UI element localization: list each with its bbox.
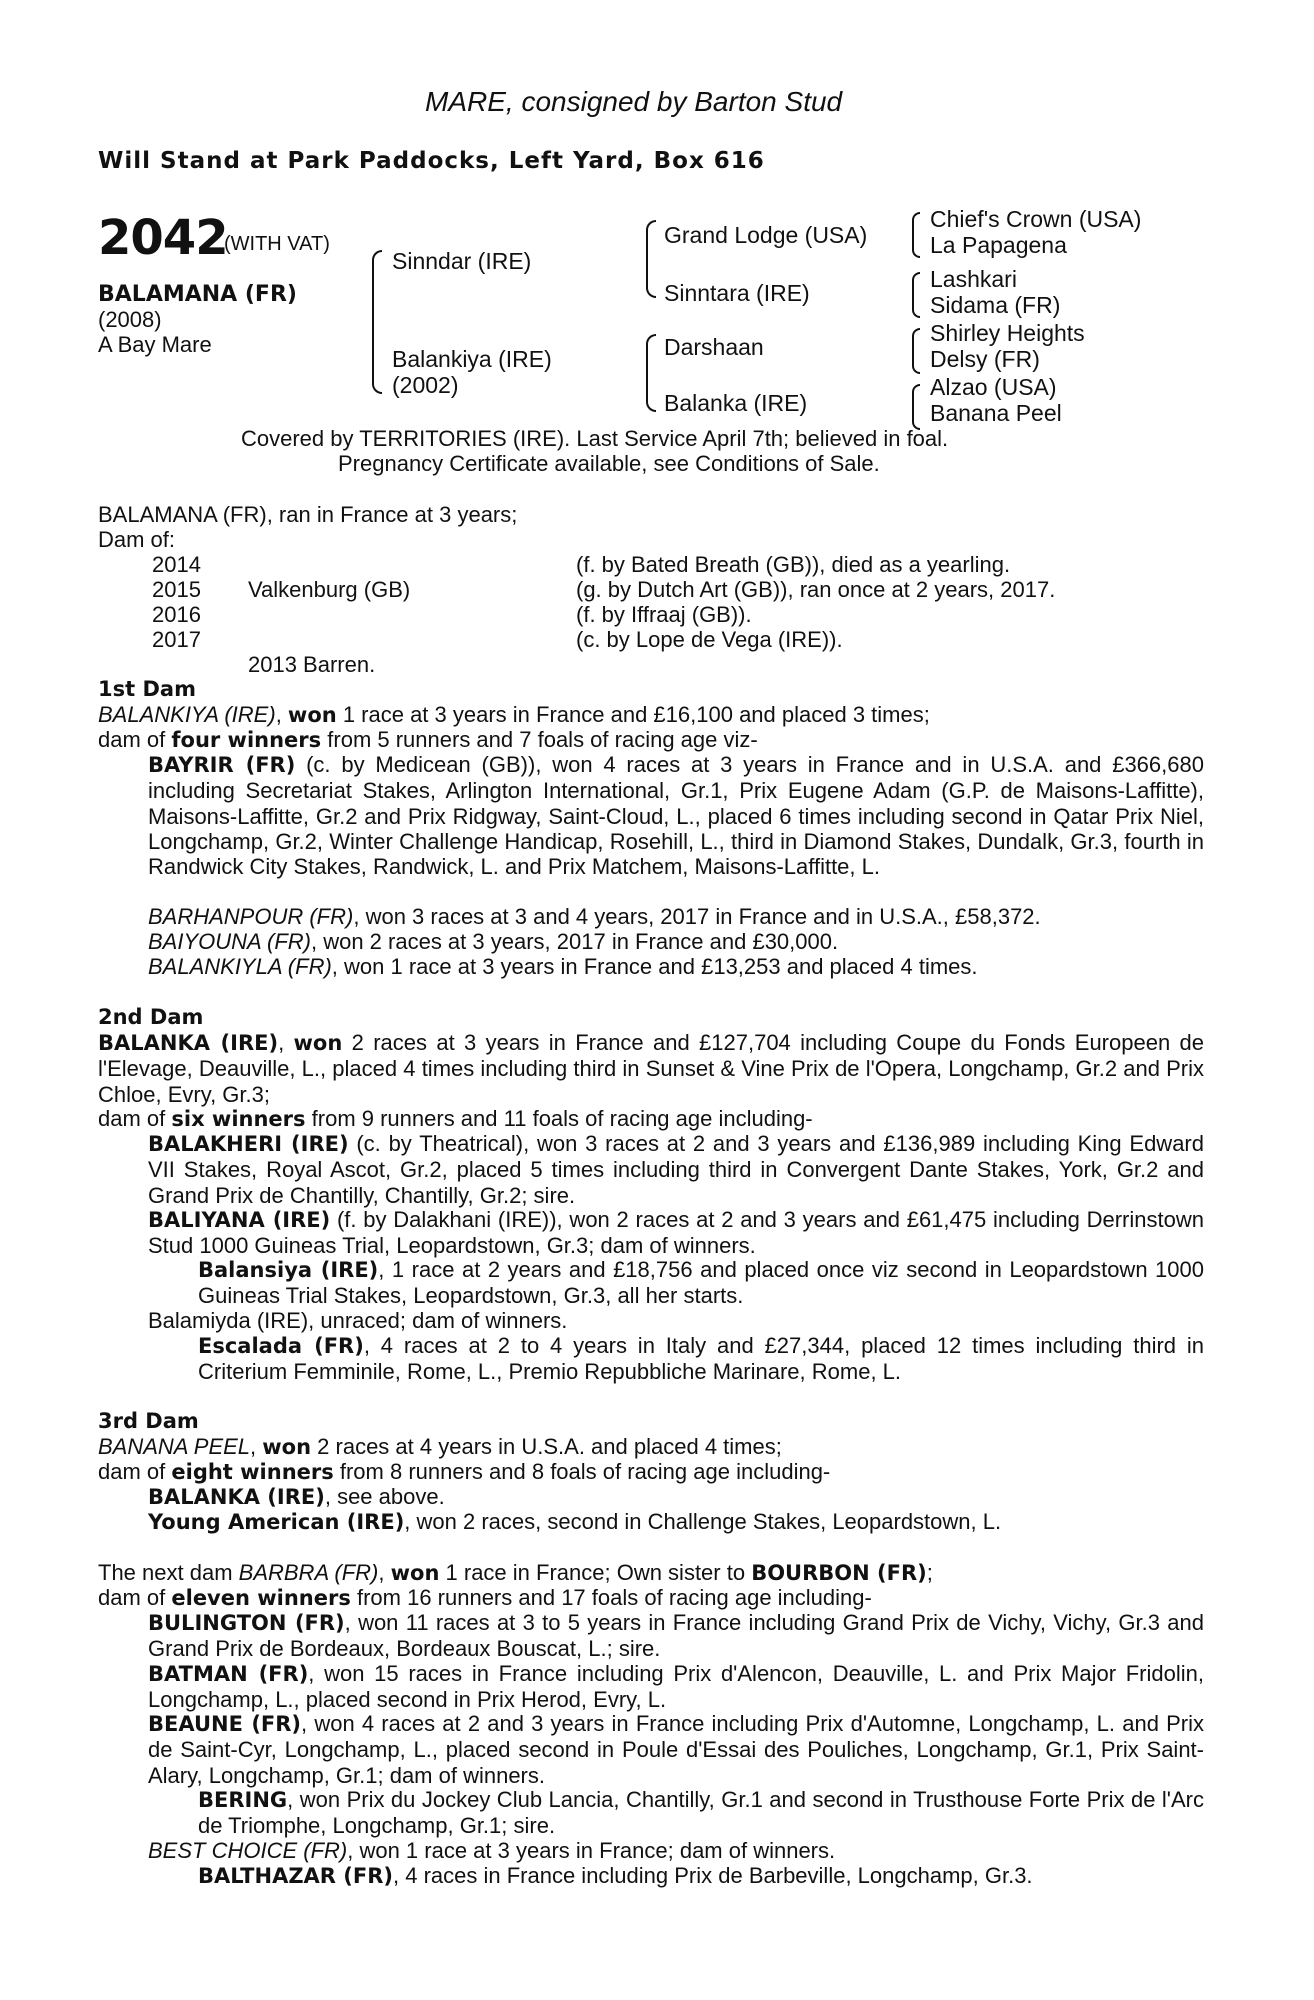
vat-label: (WITH VAT) — [224, 233, 330, 255]
batman-entry — [148, 1661, 1204, 1713]
pedigree-brace-3c — [912, 328, 920, 374]
pedigree-dsd: Delsy (FR) — [930, 346, 1040, 372]
winners-count: eleven winners — [171, 1586, 351, 1610]
pedigree-dam-dam: Balanka (IRE) — [664, 390, 808, 416]
second-dam-heading: 2nd Dam — [98, 1005, 204, 1029]
third-dam-text: 2 races at 4 years in U.S.A. and placed 4 times; — [311, 1434, 782, 1459]
balthazar-entry — [198, 1863, 1033, 1889]
pedigree-brace-sire — [646, 220, 656, 298]
pedigree-ssd: La Papagena — [930, 232, 1067, 258]
next-dam-produce-line — [98, 1585, 872, 1611]
young-american-entry — [148, 1509, 1001, 1535]
bering-text: , won Prix du Jockey Club Lancia, Chantilly, Gr.1 and second in Trusthouse Forte Prix de l'Arc de Triomphe, Longchamp, Gr.1; sire. — [198, 1787, 1204, 1839]
baliyana-entry — [148, 1207, 1204, 1259]
dam-of-prefix: dam of — [98, 1106, 172, 1131]
dam-of-suffix: from 16 runners and 17 foals of racing age including- — [350, 1585, 872, 1610]
balankiyla-text: , won 1 race at 3 years in France and £13,253 and placed 4 times. — [331, 954, 978, 979]
second-dam-text: 2 races at 3 years in France and £127,704 including Coupe du Fonds Europeen de l'Elevage, Deauville, L., placed 4 times including third in Sunset & Vine Prix de l'Opera, Longchamp, Gr.2 and Prix Chloe, Evry, Gr.3; — [98, 1030, 1204, 1107]
dam-of-suffix: from 9 runners and 11 foals of racing age including- — [305, 1106, 813, 1131]
best-choice-entry — [148, 1838, 835, 1863]
produce-year: 2014 — [152, 552, 201, 577]
beaune-name: BEAUNE (FR) — [148, 1712, 302, 1736]
winners-count: six winners — [171, 1107, 306, 1131]
bering-entry — [198, 1787, 1204, 1839]
stand-location: Will Stand at Park Paddocks, Left Yard, Box 616 — [98, 148, 765, 174]
dam-of-prefix: dam of — [98, 727, 172, 752]
batman-text: , won 15 races in France including Prix d'Alencon, Deauville, L. and Prix Major Fridolin, Longchamp, L., placed second in Prix Herod, Evry, L. — [148, 1661, 1204, 1713]
own-sister-name: BOURBON (FR) — [751, 1561, 927, 1585]
baiyouna-name: BAIYOUNA (FR) — [148, 929, 311, 954]
produce-detail: (g. by Dutch Art (GB)), ran once at 2 years, 2017. — [576, 577, 1056, 602]
pedigree-sire-sire: Grand Lodge (USA) — [664, 222, 868, 248]
escalada-text: , 4 races at 2 to 4 years in Italy and £27,344, placed 12 times including third in Criterium Femminile, Rome, L., Premio Repubbliche Marinare, Rome, L. — [198, 1333, 1204, 1385]
balamiyda-entry: Balamiyda (IRE), unraced; dam of winners. — [148, 1308, 568, 1333]
beaune-text: , won 4 races at 2 and 3 years in France including Prix d'Automne, Longchamp, L. and Prix de Saint-Cyr, Longchamp, L., placed second in Poule d'Essai des Pouliches, Longchamp, Gr.1, Prix Saint-Alary, Longchamp, Gr.1; dam of winners. — [148, 1711, 1204, 1788]
won-label: won — [390, 1561, 440, 1585]
batman-name: BATMAN (FR) — [148, 1662, 309, 1686]
next-dam-end: ; — [926, 1560, 933, 1585]
bayrir-text: (c. by Medicean (GB)), won 4 races at 3 years in France and in U.S.A. and £366,680 including Secretariat Stakes, Arlington International, Gr.1, Prix Eugene Adam (G.P. de Maisons-Laffitte), Maisons-Laffitte, Gr.2 and Prix Ridgway, Saint-Cloud, L., placed 6 times including second in Qatar Prix Niel, Longchamp, Gr.2, Winter Challenge Handicap, Rosehill, L., third in Diamond Stakes, Dundalk, Gr.3, fourth in Randwick City Stakes, Randwick, L. and Prix Matchem, Maisons-Laffitte, L. — [148, 752, 1204, 880]
third-dam-produce-line — [98, 1459, 830, 1485]
beaune-entry — [148, 1711, 1204, 1788]
record-intro: BALAMANA (FR), ran in France at 3 years; — [98, 502, 518, 527]
pedigree-sire-dam: Sinntara (IRE) — [664, 280, 810, 306]
dam-of-label: Dam of: — [98, 527, 176, 552]
balakheri-entry — [148, 1131, 1204, 1208]
balakheri-name: BALAKHERI (IRE) — [148, 1132, 349, 1156]
pedigree-sdd: Sidama (FR) — [930, 292, 1061, 318]
won-label: won — [287, 703, 337, 727]
barhanpour-entry — [148, 904, 1041, 929]
next-dam-text: 1 race in France; Own sister to — [439, 1560, 752, 1585]
barren-note: 2013 Barren. — [248, 652, 376, 677]
third-dam-name: BANANA PEEL — [98, 1434, 251, 1459]
pedigree-sss: Chief's Crown (USA) — [930, 206, 1142, 232]
first-dam-line: BALANKIYA (IRE), won 1 race at 3 years in France and £16,100 and placed 3 times; — [98, 702, 930, 727]
horse-year: (2008) — [98, 307, 162, 332]
balansiya-name: Balansiya (IRE) — [198, 1258, 379, 1282]
bayrir-name: BAYRIR (FR) — [148, 753, 296, 777]
dam-of-prefix: dam of — [98, 1585, 172, 1610]
first-dam-heading: 1st Dam — [98, 677, 196, 701]
winners-count: eight winners — [171, 1460, 334, 1484]
baliyana-text: (f. by Dalakhani (IRE)), won 2 races at 2 and 3 years and £61,475 including Derrinstown Stud 1000 Guineas Trial, Leopardstown, Gr.3; dam of winners. — [148, 1207, 1204, 1259]
third-dam-line: BANANA PEEL, won 2 races at 4 years in U.S.A. and placed 4 times; — [98, 1434, 782, 1459]
pedigree-brace-3b — [912, 272, 920, 318]
bulington-entry — [148, 1610, 1204, 1662]
balakheri-text: (c. by Theatrical), won 3 races at 2 and 3 years and £136,989 including King Edward VII Stakes, Royal Ascot, Gr.2, placed 5 times including third in Convergent Dante Stakes, York, Gr.2 and Grand Prix de Chantilly, Chantilly, Gr.2; sire. — [148, 1131, 1204, 1208]
escalada-name: Escalada (FR) — [198, 1334, 364, 1358]
pedigree-dam: Balankiya (IRE) — [392, 346, 552, 372]
balthazar-name: BALTHAZAR (FR) — [198, 1864, 393, 1888]
pedigree-brace-3d — [912, 384, 920, 430]
pedigree-sire: Sinndar (IRE) — [392, 248, 532, 274]
page-title: MARE, consigned by Barton Stud — [425, 86, 843, 117]
next-dam-name: BARBRA (FR) — [238, 1560, 379, 1585]
second-dam-produce-line — [98, 1106, 813, 1132]
pedigree-brace-3a — [912, 212, 920, 258]
escalada-entry — [198, 1333, 1204, 1385]
covered-line: Covered by TERRITORIES (IRE). Last Service April 7th; believed in foal. — [241, 426, 949, 451]
balthazar-text: , 4 races in France including Prix de Barbeville, Longchamp, Gr.3. — [393, 1863, 1033, 1888]
balanka-text: , see above. — [324, 1484, 445, 1509]
pedigree-sds: Lashkari — [930, 266, 1017, 292]
horse-description: A Bay Mare — [98, 332, 212, 357]
produce-year: 2017 — [152, 627, 201, 652]
barhanpour-name: BARHANPOUR (FR) — [148, 904, 354, 929]
produce-year: 2016 — [152, 602, 201, 627]
baiyouna-entry — [148, 929, 838, 954]
bulington-name: BULINGTON (FR) — [148, 1611, 345, 1635]
produce-name: Valkenburg (GB) — [248, 577, 411, 602]
second-dam-name: BALANKA (IRE) — [98, 1031, 279, 1055]
pedigree-dss: Shirley Heights — [930, 320, 1085, 346]
dam-of-prefix: dam of — [98, 1459, 172, 1484]
first-dam-text: 1 race at 3 years in France and £16,100 and placed 3 times; — [336, 702, 930, 727]
balanka-name: BALANKA (IRE) — [148, 1485, 325, 1509]
dam-of-suffix: from 5 runners and 7 foals of racing age viz- — [321, 727, 758, 752]
pregnancy-line: Pregnancy Certificate available, see Conditions of Sale. — [338, 451, 880, 476]
pedigree-ddd: Banana Peel — [930, 400, 1062, 426]
produce-detail: (f. by Bated Breath (GB)), died as a yearling. — [576, 552, 1011, 577]
pedigree-dds: Alzao (USA) — [930, 374, 1057, 400]
baiyouna-text: , won 2 races at 3 years, 2017 in France and £30,000. — [310, 929, 839, 954]
pedigree-brace-dam — [646, 334, 656, 412]
pedigree-brace-gen1 — [372, 250, 382, 394]
pedigree-dam-year: (2002) — [392, 372, 459, 398]
balankiyla-name: BALANKIYLA (FR) — [148, 954, 332, 979]
baliyana-name: BALIYANA (IRE) — [148, 1208, 331, 1232]
next-dam-prefix: The next dam — [98, 1560, 239, 1585]
bayrir-entry — [148, 752, 1204, 879]
third-dam-heading: 3rd Dam — [98, 1409, 199, 1433]
lot-number: 2042 — [98, 210, 228, 266]
balanka-ref-entry — [148, 1484, 445, 1510]
barhanpour-text: , won 3 races at 3 and 4 years, 2017 in France and in U.S.A., £58,372. — [353, 904, 1041, 929]
dam-of-suffix: from 8 runners and 8 foals of racing age including- — [333, 1459, 831, 1484]
balankiyla-entry — [148, 954, 978, 979]
won-label: won — [262, 1435, 312, 1459]
first-dam-produce-line — [98, 727, 758, 753]
produce-year: 2015 — [152, 577, 201, 602]
best-choice-text: , won 1 race at 3 years in France; dam of winners. — [347, 1838, 836, 1863]
winners-count: four winners — [171, 728, 322, 752]
bering-name: BERING — [198, 1788, 288, 1812]
first-dam-name: BALANKIYA (IRE) — [98, 702, 276, 727]
balansiya-entry — [198, 1257, 1204, 1309]
best-choice-name: BEST CHOICE (FR) — [148, 1838, 348, 1863]
produce-detail: (c. by Lope de Vega (IRE)). — [576, 627, 843, 652]
balansiya-text: , 1 race at 2 years and £18,756 and placed once viz second in Leopardstown 1000 Guineas Trial Stakes, Leopardstown, Gr.3, all her starts. — [198, 1257, 1204, 1309]
young-american-text: , won 2 races, second in Challenge Stakes, Leopardstown, L. — [404, 1509, 1002, 1534]
horse-name: BALAMANA (FR) — [98, 282, 297, 307]
next-dam-line: The next dam BARBRA (FR), won 1 race in France; Own sister to BOURBON (FR); — [98, 1560, 933, 1585]
won-label: won — [293, 1031, 343, 1055]
young-american-name: Young American (IRE) — [148, 1510, 405, 1534]
pedigree-dam-sire: Darshaan — [664, 334, 764, 360]
second-dam-entry: BALANKA (IRE), won 2 races at 3 years in France and £127,704 including Coupe du Fonds Europeen de l'Elevage, Deauville, L., placed 4 times including third in Sunset & Vine Prix de l'Opera, Longchamp, Gr.2 and Prix Chloe, Evry, Gr.3; — [98, 1030, 1204, 1107]
bulington-text: , won 11 races at 3 to 5 years in France including Grand Prix de Vichy, Vichy, Gr.3 and Grand Prix de Bordeaux, Bordeaux Bouscat, L.; sire. — [148, 1610, 1204, 1662]
produce-detail: (f. by Iffraaj (GB)). — [576, 602, 752, 627]
